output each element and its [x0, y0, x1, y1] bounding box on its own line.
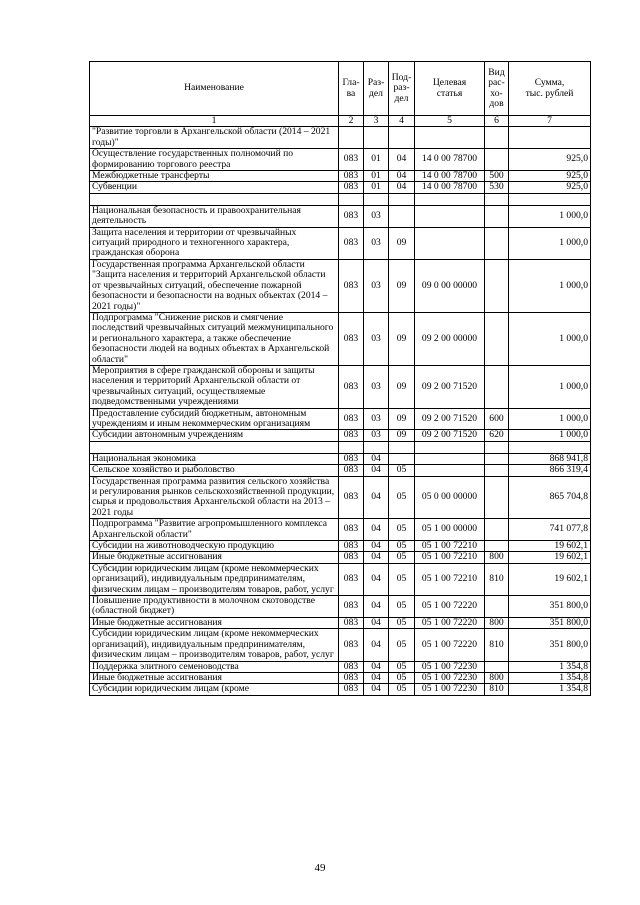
- row-chapter-cell: 083: [339, 171, 364, 182]
- header-name: [90, 62, 339, 116]
- spacer-cell: [485, 193, 509, 205]
- row-expense-type-cell: 810: [485, 684, 509, 695]
- row-target-article-cell: 14 0 00 78700: [415, 182, 485, 193]
- row-target-article-cell: 09 0 00 00000: [415, 259, 485, 312]
- row-sum-cell: 866 319,4: [509, 465, 591, 476]
- row-name-cell: Иные бюджетные ассигнования: [90, 672, 339, 683]
- row-expense-type-cell: 800: [485, 672, 509, 683]
- row-expense-type-cell: [485, 541, 509, 552]
- row-expense-type-cell: [485, 312, 509, 365]
- row-target-article-cell: 09 2 00 00000: [415, 312, 485, 365]
- row-target-article-cell: 05 1 00 72210: [415, 552, 485, 563]
- row-target-article-cell: 14 0 00 78700: [415, 149, 485, 171]
- column-number: 6: [485, 116, 509, 127]
- row-target-article-cell: 05 1 00 72220: [415, 629, 485, 661]
- column-number: 1: [90, 116, 339, 127]
- row-target-article-cell: [415, 127, 485, 149]
- header-expense-type: [485, 62, 509, 116]
- row-subsection-cell: 05: [389, 661, 415, 672]
- row-chapter-cell: 083: [339, 661, 364, 672]
- row-section-cell: 03: [364, 227, 389, 259]
- row-section-cell: 01: [364, 182, 389, 193]
- row-section-cell: 04: [364, 596, 389, 618]
- spacer-cell: [339, 441, 364, 453]
- row-name-cell: Субсидии юридическим лицам (кроме некоммерческих организаций), индивидуальным предпринимателям, физическим лицам – производителям товаров, работ, услуг: [90, 629, 339, 661]
- row-chapter-cell: [339, 127, 364, 149]
- header-section: [364, 62, 389, 116]
- row-name-cell: Иные бюджетные ассигнования: [90, 617, 339, 628]
- row-section-cell: 04: [364, 476, 389, 519]
- spacer-cell: [389, 193, 415, 205]
- row-name-cell: Поддержка элитного семеноводства: [90, 661, 339, 672]
- table-row: [90, 259, 591, 312]
- row-name-cell: Субсидии юридическим лицам (кроме некоммерческих организаций), индивидуальным предпринимателям, физическим лицам – производителям товаров, работ, услуг: [90, 563, 339, 595]
- header-target-article-text: Целевая статья: [432, 77, 467, 99]
- row-subsection-cell: 05: [389, 552, 415, 563]
- row-target-article-cell: 05 1 00 72230: [415, 672, 485, 683]
- row-subsection-cell: 05: [389, 519, 415, 541]
- header-sum: [509, 62, 591, 116]
- table-row: [90, 672, 591, 683]
- row-chapter-cell: 083: [339, 465, 364, 476]
- table-row: [90, 182, 591, 193]
- row-subsection-cell: 05: [389, 465, 415, 476]
- row-section-cell: 03: [364, 430, 389, 441]
- row-section-cell: 04: [364, 552, 389, 563]
- row-sum-cell: 1 000,0: [509, 408, 591, 430]
- table-row: [90, 127, 591, 149]
- row-name-cell: Мероприятия в сфере гражданской обороны и защиты населения и территорий Архангельской области от чрезвычайных ситуаций, осуществляемые подведомственными учреждениями: [90, 365, 339, 408]
- column-number: 7: [509, 116, 591, 127]
- row-section-cell: 03: [364, 259, 389, 312]
- row-sum-cell: 1 000,0: [509, 365, 591, 408]
- row-expense-type-cell: [485, 519, 509, 541]
- row-chapter-cell: 083: [339, 629, 364, 661]
- row-subsection-cell: 09: [389, 365, 415, 408]
- budget-table: [89, 61, 591, 696]
- row-name-cell: Национальная безопасность и правоохранительная деятельность: [90, 205, 339, 227]
- row-sum-cell: 351 800,0: [509, 617, 591, 628]
- page-number: 49: [314, 862, 326, 874]
- row-expense-type-cell: [485, 596, 509, 618]
- row-section-cell: 04: [364, 541, 389, 552]
- row-subsection-cell: 09: [389, 227, 415, 259]
- row-target-article-cell: 09 2 00 71520: [415, 408, 485, 430]
- table-row: [90, 629, 591, 661]
- spacer-row: [90, 193, 591, 205]
- row-subsection-cell: 05: [389, 617, 415, 628]
- row-sum-cell: 1 000,0: [509, 205, 591, 227]
- row-name-cell: Государственная программа Архангельской области "Защита населения и территорий Архангельской области от чрезвычайных ситуаций, обеспечение пожарной безопасности и безопасности на водных объектах (2014 – 2021 годы)": [90, 259, 339, 312]
- table-row: [90, 541, 591, 552]
- row-chapter-cell: 083: [339, 552, 364, 563]
- row-name-cell: Осуществление государственных полномочий по формированию торгового реестра: [90, 149, 339, 171]
- row-expense-type-cell: 810: [485, 629, 509, 661]
- row-target-article-cell: [415, 465, 485, 476]
- row-target-article-cell: 05 1 00 00000: [415, 519, 485, 541]
- row-name-cell: Субсидии юридическим лицам (кроме: [90, 684, 339, 695]
- spacer-cell: [485, 441, 509, 453]
- header-expense-type-text: Вид рас- хо- дов: [488, 66, 505, 109]
- row-name-cell: Подпрограмма "Снижение рисков и смягчение последствий чрезвычайных ситуаций межмуниципального и регионального характера, а также обеспечение безопасности людей на водных объектах в Архангельской области": [90, 312, 339, 365]
- row-target-article-cell: 05 1 00 72230: [415, 684, 485, 695]
- spacer-cell: [415, 193, 485, 205]
- spacer-cell: [90, 193, 339, 205]
- table-row: [90, 227, 591, 259]
- row-sum-cell: 1 000,0: [509, 259, 591, 312]
- spacer-cell: [415, 441, 485, 453]
- table-row: [90, 430, 591, 441]
- table-row: [90, 617, 591, 628]
- row-section-cell: 04: [364, 519, 389, 541]
- table-row: [90, 365, 591, 408]
- row-expense-type-cell: [485, 365, 509, 408]
- row-chapter-cell: 083: [339, 408, 364, 430]
- table-row: [90, 476, 591, 519]
- header-section-text: Раз- дел: [367, 77, 385, 99]
- header-chapter: [339, 62, 364, 116]
- row-section-cell: 04: [364, 563, 389, 595]
- row-sum-cell: 865 704,8: [509, 476, 591, 519]
- row-sum-cell: 1 000,0: [509, 227, 591, 259]
- row-sum-cell: 1 000,0: [509, 312, 591, 365]
- row-chapter-cell: 083: [339, 149, 364, 171]
- spacer-cell: [90, 441, 339, 453]
- row-name-cell: "Развитие торговли в Архангельской области (2014 – 2021 годы)": [90, 127, 339, 149]
- column-number: 3: [364, 116, 389, 127]
- row-name-cell: Национальная экономика: [90, 453, 339, 464]
- row-section-cell: 04: [364, 661, 389, 672]
- row-subsection-cell: 09: [389, 312, 415, 365]
- row-section-cell: [364, 127, 389, 149]
- row-subsection-cell: 05: [389, 596, 415, 618]
- column-number-row: [90, 116, 591, 127]
- row-subsection-cell: 05: [389, 563, 415, 595]
- row-chapter-cell: 083: [339, 617, 364, 628]
- row-expense-type-cell: 800: [485, 552, 509, 563]
- row-expense-type-cell: [485, 227, 509, 259]
- header-subsection-text: Под- раз- дел: [391, 71, 412, 104]
- row-subsection-cell: [389, 127, 415, 149]
- row-subsection-cell: 04: [389, 171, 415, 182]
- row-subsection-cell: 05: [389, 476, 415, 519]
- row-subsection-cell: [389, 453, 415, 464]
- spacer-cell: [509, 441, 591, 453]
- row-sum-cell: 351 800,0: [509, 596, 591, 618]
- row-target-article-cell: 14 0 00 78700: [415, 171, 485, 182]
- row-subsection-cell: 05: [389, 684, 415, 695]
- row-expense-type-cell: [485, 465, 509, 476]
- table-row: [90, 596, 591, 618]
- row-chapter-cell: 083: [339, 563, 364, 595]
- row-expense-type-cell: [485, 127, 509, 149]
- table-body: [90, 127, 591, 695]
- row-subsection-cell: 04: [389, 149, 415, 171]
- row-section-cell: 03: [364, 205, 389, 227]
- row-sum-cell: 19 602,1: [509, 541, 591, 552]
- row-chapter-cell: 083: [339, 205, 364, 227]
- row-subsection-cell: [389, 205, 415, 227]
- row-expense-type-cell: [485, 661, 509, 672]
- row-name-cell: Предоставление субсидий бюджетным, автономным учреждениям и иным некоммерческим организациям: [90, 408, 339, 430]
- row-name-cell: Субсидии автономным учреждениям: [90, 430, 339, 441]
- row-target-article-cell: 05 1 00 72210: [415, 563, 485, 595]
- row-chapter-cell: 083: [339, 519, 364, 541]
- row-target-article-cell: [415, 227, 485, 259]
- row-sum-cell: 868 941,8: [509, 453, 591, 464]
- row-expense-type-cell: [485, 149, 509, 171]
- spacer-cell: [364, 441, 389, 453]
- spacer-cell: [389, 441, 415, 453]
- row-chapter-cell: 083: [339, 312, 364, 365]
- row-chapter-cell: 083: [339, 684, 364, 695]
- header-row: [90, 62, 591, 116]
- row-section-cell: 04: [364, 629, 389, 661]
- header-chapter-text: Гла- ва: [342, 77, 360, 99]
- table-row: [90, 684, 591, 695]
- row-target-article-cell: 05 1 00 72220: [415, 617, 485, 628]
- column-number: 5: [415, 116, 485, 127]
- row-expense-type-cell: 620: [485, 430, 509, 441]
- row-name-cell: Повышение продуктивности в молочном скотоводстве (областной бюджет): [90, 596, 339, 618]
- row-section-cell: 03: [364, 408, 389, 430]
- spacer-cell: [364, 193, 389, 205]
- row-section-cell: 01: [364, 149, 389, 171]
- row-target-article-cell: 05 1 00 72220: [415, 596, 485, 618]
- row-chapter-cell: 083: [339, 182, 364, 193]
- row-expense-type-cell: [485, 453, 509, 464]
- row-subsection-cell: 09: [389, 408, 415, 430]
- row-section-cell: 03: [364, 312, 389, 365]
- row-sum-cell: 19 602,1: [509, 563, 591, 595]
- table-row: [90, 408, 591, 430]
- row-expense-type-cell: 810: [485, 563, 509, 595]
- row-section-cell: 04: [364, 672, 389, 683]
- row-target-article-cell: 05 1 00 72230: [415, 661, 485, 672]
- row-expense-type-cell: [485, 205, 509, 227]
- row-sum-cell: 1 000,0: [509, 430, 591, 441]
- row-chapter-cell: 083: [339, 227, 364, 259]
- row-subsection-cell: 09: [389, 430, 415, 441]
- row-sum-cell: 19 602,1: [509, 552, 591, 563]
- row-chapter-cell: 083: [339, 672, 364, 683]
- row-sum-cell: 1 354,8: [509, 684, 591, 695]
- row-subsection-cell: 05: [389, 541, 415, 552]
- table-row: [90, 453, 591, 464]
- row-name-cell: Межбюджетные трансферты: [90, 171, 339, 182]
- header-subsection: [389, 62, 415, 116]
- row-expense-type-cell: 800: [485, 617, 509, 628]
- table-row: [90, 149, 591, 171]
- row-subsection-cell: 04: [389, 182, 415, 193]
- row-section-cell: 01: [364, 171, 389, 182]
- row-sum-cell: 1 354,8: [509, 672, 591, 683]
- table-row: [90, 563, 591, 595]
- row-target-article-cell: 05 1 00 72210: [415, 541, 485, 552]
- header-target-article: [415, 62, 485, 116]
- row-name-cell: Защита населения и территории от чрезвычайных ситуаций природного и техногенного характера, гражданская оборона: [90, 227, 339, 259]
- row-target-article-cell: 05 0 00 00000: [415, 476, 485, 519]
- table-row: [90, 519, 591, 541]
- row-chapter-cell: 083: [339, 365, 364, 408]
- row-sum-cell: [509, 127, 591, 149]
- table-row: [90, 312, 591, 365]
- row-expense-type-cell: [485, 259, 509, 312]
- row-section-cell: 04: [364, 453, 389, 464]
- row-name-cell: Иные бюджетные ассигнования: [90, 552, 339, 563]
- row-sum-cell: 351 800,0: [509, 629, 591, 661]
- row-sum-cell: 925,0: [509, 171, 591, 182]
- row-expense-type-cell: 600: [485, 408, 509, 430]
- row-name-cell: Субвенции: [90, 182, 339, 193]
- row-sum-cell: 925,0: [509, 182, 591, 193]
- table-row: [90, 552, 591, 563]
- row-sum-cell: 1 354,8: [509, 661, 591, 672]
- header-sum-text: Сумма, тыс. рублей: [525, 77, 574, 99]
- row-subsection-cell: 05: [389, 672, 415, 683]
- row-chapter-cell: 083: [339, 430, 364, 441]
- spacer-row: [90, 441, 591, 453]
- row-sum-cell: 925,0: [509, 149, 591, 171]
- row-chapter-cell: 083: [339, 541, 364, 552]
- row-chapter-cell: 083: [339, 476, 364, 519]
- row-name-cell: Сельское хозяйство и рыболовство: [90, 465, 339, 476]
- row-section-cell: 03: [364, 365, 389, 408]
- row-expense-type-cell: 530: [485, 182, 509, 193]
- row-chapter-cell: 083: [339, 453, 364, 464]
- row-subsection-cell: 09: [389, 259, 415, 312]
- row-target-article-cell: 09 2 00 71520: [415, 430, 485, 441]
- row-section-cell: 04: [364, 617, 389, 628]
- row-section-cell: 04: [364, 684, 389, 695]
- table-row: [90, 465, 591, 476]
- row-sum-cell: 741 077,8: [509, 519, 591, 541]
- row-target-article-cell: [415, 205, 485, 227]
- header-name-text: Наименование: [184, 82, 244, 94]
- column-number: 4: [389, 116, 415, 127]
- row-chapter-cell: 083: [339, 259, 364, 312]
- row-name-cell: Государственная программа развития сельского хозяйства и регулирования рынков сельскохозяйственной продукции, сырья и продовольствия Архангельской области на 2013 – 2021 годы: [90, 476, 339, 519]
- table-row: [90, 205, 591, 227]
- row-target-article-cell: [415, 453, 485, 464]
- row-name-cell: Субсидии на животноводческую продукцию: [90, 541, 339, 552]
- row-section-cell: 04: [364, 465, 389, 476]
- row-target-article-cell: 09 2 00 71520: [415, 365, 485, 408]
- row-expense-type-cell: 500: [485, 171, 509, 182]
- table-row: [90, 661, 591, 672]
- column-number: 2: [339, 116, 364, 127]
- row-name-cell: Подпрограмма "Развитие агропромышленного комплекса Архангельской области": [90, 519, 339, 541]
- table-row: [90, 171, 591, 182]
- row-expense-type-cell: [485, 476, 509, 519]
- row-subsection-cell: 05: [389, 629, 415, 661]
- row-chapter-cell: 083: [339, 596, 364, 618]
- spacer-cell: [339, 193, 364, 205]
- spacer-cell: [509, 193, 591, 205]
